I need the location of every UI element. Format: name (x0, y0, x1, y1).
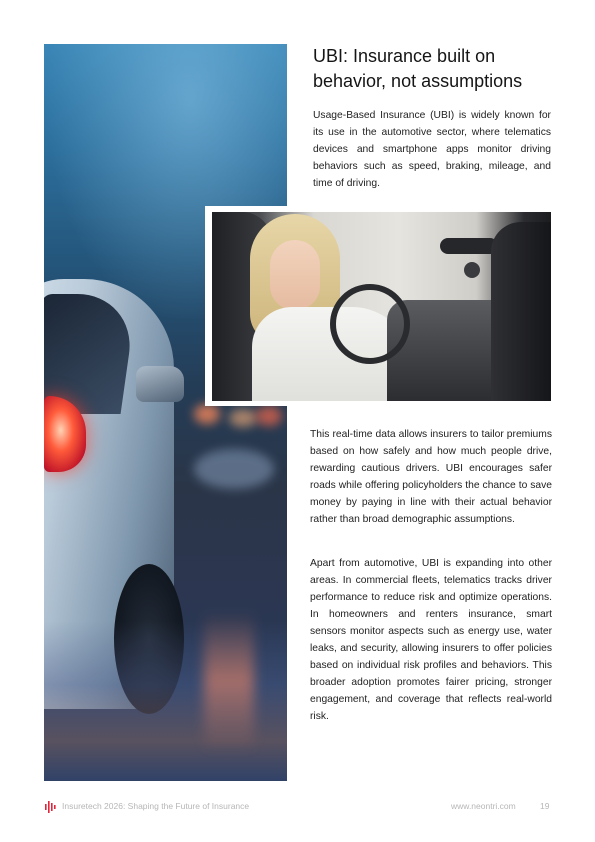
bokeh-light (194, 404, 220, 424)
brand-logo-icon (44, 800, 58, 814)
footer-publication: Insuretech 2026: Shaping the Future of Insurance (62, 801, 250, 811)
woman-driving-photo (212, 212, 551, 401)
steering-wheel (330, 284, 410, 364)
intro-paragraph: Usage-Based Insurance (UBI) is widely known for its use in the automotive sector, where telematics devices and smartphone apps monitor driving behaviors such as speed, braking, mileage, and time of driving. (313, 110, 551, 189)
footer-url-link[interactable]: www.neontri.com (451, 801, 516, 811)
hanging-ornament (464, 262, 480, 278)
body-paragraph: This real-time data allows insurers to tailor premiums based on how safely and how much people drive, rewarding cautious drivers. UBI encourages safer roads while offering policyholders the chance to save money by paying in line with their actual behavior rather than broad demographic assumptions. (310, 429, 552, 525)
bokeh-light (256, 406, 282, 426)
page-number: 19 (540, 801, 550, 811)
page-heading: UBI: Insurance built on behavior, not assumptions (313, 46, 523, 91)
road-reflection (204, 611, 254, 751)
bokeh-light (229, 409, 257, 427)
body-paragraph: Apart from automotive, UBI is expanding into other areas. In commercial fleets, telematics tracks driver performance to reduce risk and optimize operations. In homeowners and renters insurance, smart sensors monitor aspects such as energy use, water leaks, and security, allowing insurers to offer policies based on individual risk profiles and behaviors. This broader adoption promotes fairer pricing, stronger engagement, and coverage that reflects real-world risk. (310, 558, 552, 722)
bokeh-light (194, 449, 274, 489)
rearview-mirror (440, 238, 498, 254)
driver-face (270, 240, 320, 310)
side-mirror (136, 366, 184, 402)
car-night-photo (44, 44, 287, 781)
passenger-seat (491, 222, 551, 401)
